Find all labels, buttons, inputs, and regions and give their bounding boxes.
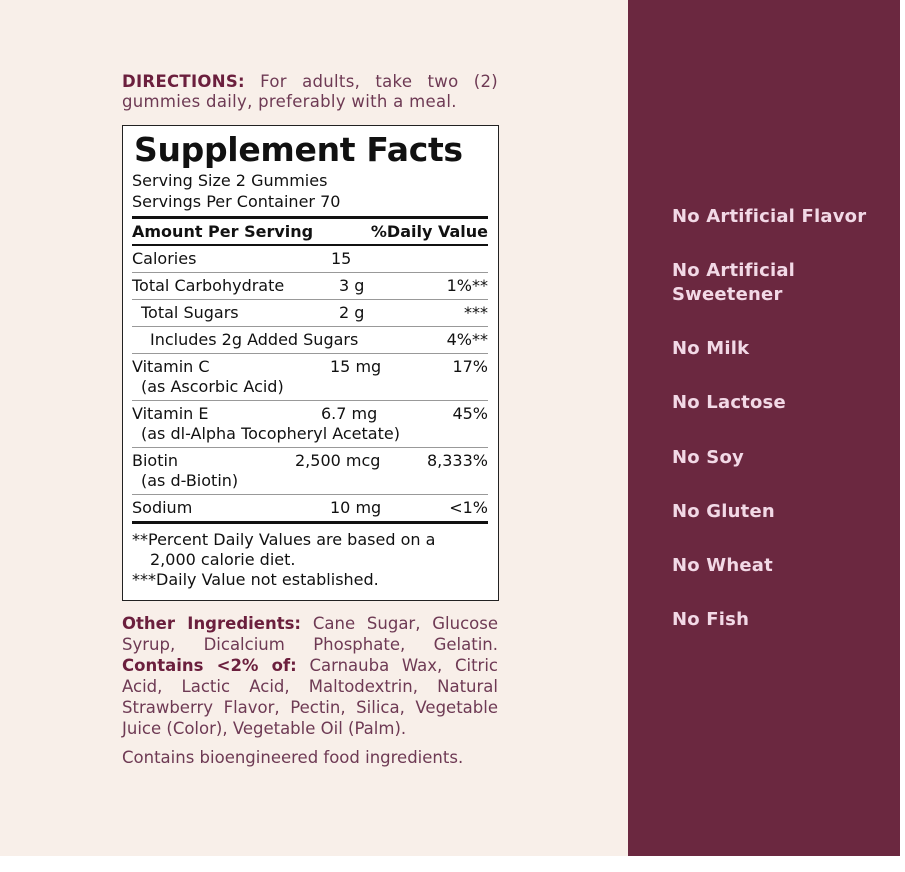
other-ingredients-label: Other Ingredients: — [122, 614, 302, 633]
nutrient-dv: 1%** — [446, 276, 488, 295]
nutrient-dv: *** — [464, 303, 488, 322]
claim-no-soy: No Soy — [672, 447, 744, 468]
claim-no-milk: No Milk — [672, 338, 750, 359]
other-ingredients-list: Cane Sugar, Glucose Syrup, Dicalcium Phosphate, Gelatin. — [122, 614, 499, 654]
claim-no-gluten: No Gluten — [672, 501, 775, 522]
serving-size: Serving Size 2 Gummies — [132, 171, 328, 190]
contains-list: Carnauba Wax, Citric Acid, Lactic Acid, Maltodextrin, Natural Strawberry Flavor, Pectin, Silica, Vegetable Juice (Color), Vegetable Oil (Palm). — [122, 656, 498, 738]
nutrient-amount: 2 g — [339, 303, 365, 322]
nutrient-name: Includes 2g Added Sugars — [150, 330, 359, 349]
nutrient-source: (as d-Biotin) — [141, 471, 239, 490]
nutrient-name: Biotin — [132, 451, 179, 470]
ingredients-text — [122, 613, 498, 739]
facts-title: Supplement Facts — [134, 130, 463, 169]
nutrient-dv: <1% — [449, 498, 488, 517]
nutrient-row-vitamin-e — [132, 401, 488, 448]
nutrient-dv: 17% — [452, 357, 488, 376]
nutrient-name: Sodium — [132, 498, 193, 517]
bioengineered-notice: Contains bioengineered food ingredients. — [122, 748, 464, 767]
nutrient-row-sodium — [132, 495, 488, 524]
nutrient-amount: 15 — [331, 249, 352, 268]
nutrient-name: Vitamin E — [132, 404, 209, 423]
footnote-percent-dv: **Percent Daily Values are based on a — [132, 530, 436, 549]
footnote-calorie-diet: 2,000 calorie diet. — [150, 550, 296, 569]
directions-label: DIRECTIONS: — [122, 72, 245, 91]
nutrient-row-added-sugars — [132, 327, 488, 354]
claim-no-artificial-sweetener: No Artificial Sweetener — [672, 260, 796, 305]
header-daily-value: %Daily Value — [370, 222, 488, 241]
nutrient-amount: 15 mg — [330, 357, 382, 376]
supplement-facts-panel — [122, 125, 499, 601]
nutrient-dv: 4%** — [446, 330, 488, 349]
directions-text — [122, 72, 498, 112]
nutrient-row-calories — [132, 246, 488, 273]
nutrient-amount: 6.7 mg — [321, 404, 378, 423]
nutrient-row-biotin — [132, 448, 488, 495]
claim-no-artificial-flavor: No Artificial Flavor — [672, 206, 867, 227]
facts-header-row — [132, 220, 488, 244]
free-from-claims-list — [672, 205, 892, 632]
nutrient-row-total-sugars — [132, 300, 488, 327]
thick-divider — [132, 216, 488, 219]
nutrient-row-vitamin-c — [132, 354, 488, 401]
claim-no-lactose: No Lactose — [672, 392, 786, 413]
servings-per-container: Servings Per Container 70 — [132, 192, 341, 211]
nutrient-name: Total Sugars — [141, 303, 239, 322]
claim-no-fish: No Fish — [672, 609, 750, 630]
footnote-not-established: ***Daily Value not established. — [132, 570, 379, 589]
nutrient-row-total-carbohydrate — [132, 273, 488, 300]
nutrient-source: (as dl-Alpha Tocopheryl Acetate) — [141, 424, 400, 443]
nutrient-source: (as Ascorbic Acid) — [141, 377, 284, 396]
nutrient-dv: 8,333% — [426, 451, 488, 470]
claim-no-wheat: No Wheat — [672, 555, 773, 576]
nutrient-name: Calories — [132, 249, 197, 268]
facts-footnotes — [132, 530, 488, 590]
nutrient-amount: 3 g — [339, 276, 365, 295]
directions-body: For adults, take two (2) gummies daily, preferably with a meal. — [122, 72, 498, 111]
nutrient-name: Vitamin C — [132, 357, 210, 376]
nutrient-amount: 10 mg — [330, 498, 382, 517]
nutrient-dv: 45% — [452, 404, 488, 423]
contains-label: Contains <2% of: — [122, 656, 297, 675]
nutrient-amount: 2,500 mcg — [295, 451, 381, 470]
header-amount: Amount Per Serving — [132, 222, 314, 241]
nutrient-name: Total Carbohydrate — [132, 276, 285, 295]
